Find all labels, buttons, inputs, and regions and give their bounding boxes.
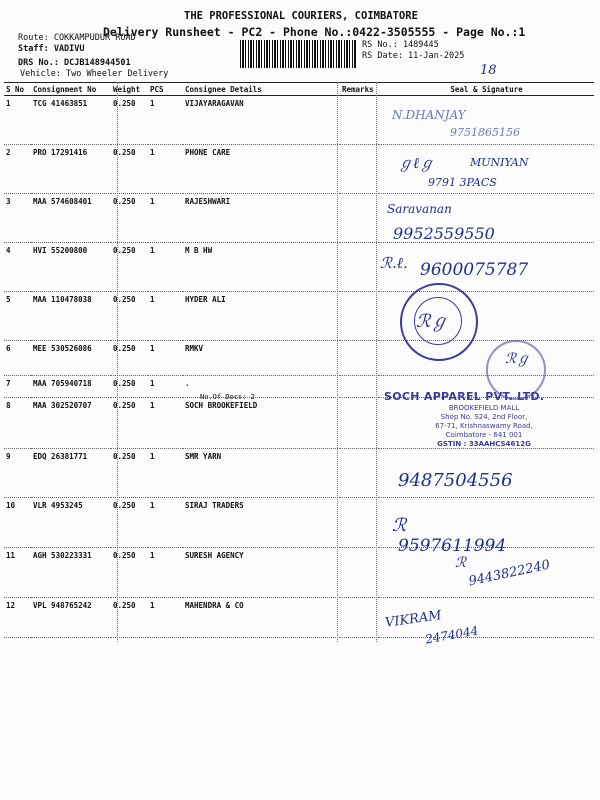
stamp-company-name: SOCH APPAREL PVT. LTD. [384, 390, 545, 403]
stamp-line: BROOKEFIELD MALL [448, 404, 520, 412]
row-pcs: 1 [148, 376, 183, 398]
table-row [4, 194, 594, 243]
vehicle-label: Vehicle: Two Wheeler Delivery [20, 69, 169, 79]
row-consignment-no: MAA 302520707 [31, 398, 111, 449]
row-consignee: SMR YARN [183, 449, 340, 498]
row-consignment-no: VPL 948765242 [31, 598, 111, 638]
row-consignment-no: HVI 55200800 [31, 243, 111, 292]
row-weight: 0.250 [111, 341, 148, 376]
row-weight: 0.250 [111, 243, 148, 292]
signature-row1-phone: 9751865156 [450, 126, 520, 139]
row-weight: 0.250 [111, 548, 148, 598]
column-divider [117, 82, 118, 642]
row-serial: 7 [4, 376, 31, 398]
row-remarks [340, 194, 379, 243]
row-remarks [340, 145, 379, 194]
row-pcs: 1 [148, 292, 183, 341]
row-consignee: M B HW [183, 243, 340, 292]
row-pcs: 1 [148, 548, 183, 598]
table-row [4, 145, 594, 194]
company-stamp [384, 390, 584, 448]
row-pcs: 1 [148, 96, 183, 145]
signature-row6-mark: ℛℊ [505, 351, 531, 367]
row-consignment-no: MAA 110478038 [31, 292, 111, 341]
row-serial: 3 [4, 194, 31, 243]
row-consignee: RAJESHWARI [183, 194, 340, 243]
row-consignment-no: PRO 17291416 [31, 145, 111, 194]
row-consignee: PHONE CARE [183, 145, 340, 194]
column-header: Remarks [340, 83, 379, 96]
row-serial: 6 [4, 341, 31, 376]
column-header: Weight [111, 83, 148, 96]
row-weight: 0.250 [111, 598, 148, 638]
column-header: Consignment No [31, 83, 111, 96]
row-pcs: 1 [148, 398, 183, 449]
route-label: Route: COKKAMPUDUR ROAD [18, 33, 136, 43]
row-serial: 8 [4, 398, 31, 449]
row-consignee: . [183, 376, 340, 398]
row-serial: 4 [4, 243, 31, 292]
row-remarks [340, 96, 379, 145]
row-serial: 9 [4, 449, 31, 498]
table-row [4, 292, 594, 341]
staff-label: Staff: VADIVU [18, 44, 85, 54]
row-consignment-no: EDQ 26381771 [31, 449, 111, 498]
runsheet-title: Delivery Runsheet - PC2 - Phone No.:0422-3505555 - Page No.:1 [103, 25, 526, 39]
drs-label: DRS No.: DCJB148944501 [18, 58, 131, 68]
signature-row11-phone: 9443822240 [467, 557, 552, 590]
row-weight: 0.250 [111, 449, 148, 498]
stamp-line: Coimbatore - 641 001 [445, 431, 523, 439]
column-divider [376, 82, 377, 642]
rs-date: RS Date: 11-Jan-2025 [362, 51, 465, 61]
signature-row2-phone: 9791 3PACS [428, 176, 497, 189]
row-consignee: SOCH BROOKEFIELD [183, 398, 340, 449]
docs-count-note: No.Of Docs: 2 [200, 393, 255, 401]
row-weight: 0.250 [111, 292, 148, 341]
row-pcs: 1 [148, 341, 183, 376]
row-weight: 0.250 [111, 376, 148, 398]
row-serial: 1 [4, 96, 31, 145]
column-header: Seal & Signature [379, 83, 594, 96]
row-remarks [340, 398, 379, 449]
row-pcs: 1 [148, 598, 183, 638]
row-remarks [340, 243, 379, 292]
signature-row4-phone: 9600075787 [420, 260, 529, 280]
signature-row12-name: VIKRAM [384, 608, 443, 631]
row-consignment-no: MEE 530526086 [31, 341, 111, 376]
signature-row3-phone: 9952559550 [393, 224, 495, 243]
column-divider [337, 82, 338, 642]
row-weight: 0.250 [111, 194, 148, 243]
signature-row10-mark: ℛ [392, 515, 407, 536]
row-consignment-no: VLR 4953245 [31, 498, 111, 548]
row-consignment-no: AGH 530223331 [31, 548, 111, 598]
row-weight: 0.250 [111, 498, 148, 548]
rs-number: RS No.: 1489445 [362, 40, 439, 50]
signature-row4-mark: ℛ.ℓ. [380, 254, 408, 272]
table-header-row [4, 83, 594, 96]
signature-row2-mark: ℊℓℊ [398, 154, 435, 172]
row-serial: 11 [4, 548, 31, 598]
column-header: S No [4, 83, 31, 96]
row-pcs: 1 [148, 145, 183, 194]
row-weight: 0.250 [111, 145, 148, 194]
signature-row10-phone: 9597611994 [398, 536, 507, 556]
row-consignment-no: MAA 574608401 [31, 194, 111, 243]
row-serial: 5 [4, 292, 31, 341]
row-remarks [340, 598, 379, 638]
row-remarks [340, 449, 379, 498]
row-weight: 0.250 [111, 96, 148, 145]
stamp-line: Shop No. S24, 2nd Floor, [440, 413, 528, 421]
round-seal-stamp: ℛℊ [400, 283, 478, 361]
signature-row11-mark: ℛ [455, 555, 467, 571]
column-header: PCS [148, 83, 183, 96]
row-consignee: RMKV [183, 341, 340, 376]
row-remarks [340, 548, 379, 598]
column-header: Consignee Details [183, 83, 340, 96]
signature-row12-number: 2474044 [424, 623, 480, 647]
row-pcs: 1 [148, 498, 183, 548]
stamp-line: 67-71, Krishnaswamy Road, [435, 422, 533, 430]
table-row [4, 598, 594, 638]
signature-row3-name: Saravanan [387, 202, 452, 216]
signature-row9-phone: 9487504556 [398, 470, 513, 491]
row-remarks [340, 341, 379, 376]
row-remarks [340, 376, 379, 398]
stamp-gstin: GSTIN : 33AAHCS4612G [437, 440, 531, 448]
row-consignee: SURESH AGENCY [183, 548, 340, 598]
row-consignee: SIRAJ TRADERS [183, 498, 340, 548]
row-pcs: 1 [148, 194, 183, 243]
barcode [240, 40, 356, 68]
row-consignee: HYDER ALI [183, 292, 340, 341]
row-consignee: VIJAYARAGAVAN [183, 96, 340, 145]
company-title: THE PROFESSIONAL COURIERS, COIMBATORE [184, 10, 418, 22]
row-serial: 10 [4, 498, 31, 548]
row-serial: 12 [4, 598, 31, 638]
row-pcs: 1 [148, 243, 183, 292]
row-weight: 0.250 [111, 398, 148, 449]
signature-row2-name: MUNIYAN [470, 156, 529, 169]
handwritten-count: 18 [480, 63, 497, 78]
row-consignee: MAHENDRA & CO [183, 598, 340, 638]
row-pcs: 1 [148, 449, 183, 498]
row-serial: 2 [4, 145, 31, 194]
row-remarks [340, 292, 379, 341]
row-consignment-no: TCG 41463851 [31, 96, 111, 145]
row-remarks [340, 498, 379, 548]
row-consignment-no: MAA 705940718 [31, 376, 111, 398]
signature-row1-name: N.DHANJAY [392, 108, 466, 122]
